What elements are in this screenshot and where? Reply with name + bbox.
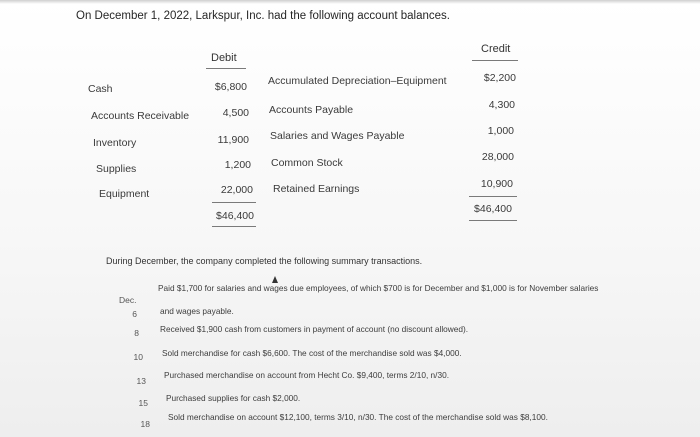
credit-account-amount: $2,200 (483, 72, 516, 84)
transaction-day: 15 (138, 398, 148, 408)
credit-total-double-rule (469, 220, 517, 221)
credit-total: $46,400 (474, 203, 512, 215)
transaction-text: Sold merchandise on account $12,100, terms 3/10, n/30. The cost of the merchandise sold was $8,100. (168, 412, 548, 422)
credit-account-amount: 10,900 (480, 178, 513, 190)
debit-account-amount: 11,900 (217, 134, 249, 146)
debit-account-amount: 22,000 (220, 184, 253, 196)
credit-total-rule (469, 196, 517, 197)
credit-account-amount: 28,000 (481, 151, 514, 163)
credit-account-name: Common Stock (271, 157, 343, 169)
debit-total: $46,400 (216, 210, 254, 222)
credit-account-name: Accumulated Depreciation–Equipment (268, 75, 447, 87)
debit-total-rule (212, 202, 256, 203)
debit-header-rule (206, 68, 246, 69)
debit-account-amount: 1,200 (224, 159, 251, 171)
transaction-text: Sold merchandise for cash $6,600. The cost of the merchandise sold was $4,000. (162, 348, 462, 358)
credit-account-name: Accounts Payable (269, 104, 354, 116)
page-edge-shadow (0, 0, 700, 4)
mouse-cursor-icon (272, 276, 278, 283)
debit-total-double-rule (212, 226, 256, 227)
transaction-day: 18 (140, 419, 150, 429)
credit-account-amount: 1,000 (487, 125, 514, 137)
transactions-intro: During December, the company completed the following summary transactions. (106, 256, 423, 266)
debit-account-amount: $6,800 (214, 81, 247, 93)
credit-header-rule (472, 60, 518, 61)
credit-account-amount: 4,300 (488, 99, 515, 111)
transaction-month: Dec. (119, 295, 137, 305)
debit-account-name: Accounts Receivable (91, 110, 190, 122)
transaction-day: 6 (132, 309, 137, 319)
transaction-day: 8 (134, 328, 139, 338)
credit-account-name: Retained Earnings (273, 183, 360, 195)
transaction-text: Purchased supplies for cash $2,000. (166, 393, 301, 403)
transaction-day: 13 (136, 376, 146, 386)
debit-account-name: Supplies (96, 163, 137, 175)
intro-text: On December 1, 2022, Larkspur, Inc. had the following account balances. (76, 10, 450, 22)
debit-header: Debit (211, 52, 237, 64)
transaction-text: Received $1,900 cash from customers in payment of account (no discount allowed). (160, 324, 469, 334)
debit-account-name: Cash (88, 83, 113, 95)
credit-header: Credit (481, 43, 511, 55)
transaction-text: Purchased merchandise on account from Hecht Co. $9,400, terms 2/10, n/30. (164, 370, 450, 380)
debit-account-amount: 4,500 (222, 107, 249, 119)
transaction-text: Paid $1,700 for salaries and wages due employees, of which $700 is for December and $1,000 is for November salaries (158, 283, 599, 293)
debit-account-name: Equipment (99, 188, 150, 200)
debit-account-name: Inventory (93, 137, 137, 149)
transaction-day: 10 (133, 352, 143, 362)
transaction-text-continued: and wages payable. (160, 306, 234, 316)
credit-account-name: Salaries and Wages Payable (270, 130, 405, 142)
